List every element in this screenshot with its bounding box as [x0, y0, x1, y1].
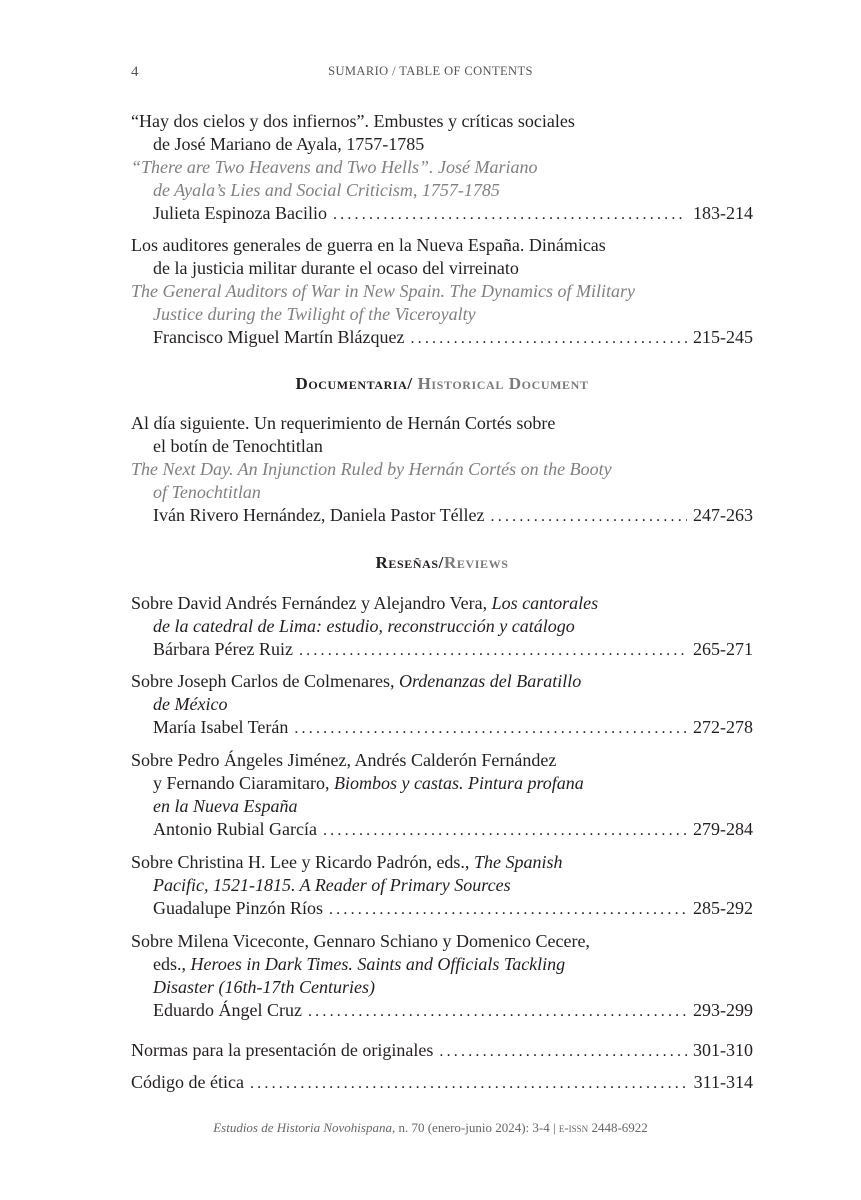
author-line [131, 638, 753, 662]
section-heading-es: Documentaria/ [295, 374, 413, 393]
issue-info: , n. 70 (enero-junio 2024): 3-4 | [391, 1120, 559, 1135]
book-title: Biombos y castas. Pintura profana [333, 773, 584, 793]
toc-entry-normas [131, 1039, 753, 1063]
dot-leader [329, 898, 687, 921]
title-en-line: The Next Day. An Injunction Ruled by Hernán Cortés on the Booty [131, 459, 612, 479]
author-line [131, 504, 753, 528]
section-heading-es: Reseñas/ [375, 553, 444, 572]
title-es-line: de la justicia militar durante el ocaso del virreinato [153, 258, 519, 278]
review-line [131, 592, 753, 615]
title-en-line: of Tenochtitlan [153, 482, 261, 502]
review-prefix: Sobre Christina H. Lee y Ricardo Padrón, eds., [131, 852, 474, 872]
section-heading-en: Reviews [444, 553, 509, 572]
book-title: de México [153, 694, 228, 714]
dot-leader [439, 1040, 687, 1063]
author-name: María Isabel Terán [153, 717, 289, 737]
toc-entry-review-3 [131, 749, 753, 842]
review-prefix: y Fernando Ciaramitaro, [153, 773, 334, 793]
book-title: de la catedral de Lima: estudio, reconstrucción y catálogo [153, 616, 575, 636]
title-en-line: “There are Two Heavens and Two Hells”. José Mariano [131, 157, 538, 177]
dot-leader [294, 717, 687, 740]
page-range: 247-263 [693, 505, 753, 525]
book-title: The Spanish [473, 852, 563, 872]
title-es-line: Los auditores generales de guerra en la Nueva España. Dinámicas [131, 235, 606, 255]
author-line [131, 818, 753, 842]
book-title: Los cantorales [491, 593, 599, 613]
author-name: Guadalupe Pinzón Ríos [153, 898, 323, 918]
page-number: 4 [131, 64, 139, 80]
author-line [131, 897, 753, 921]
author-name: Antonio Rubial García [153, 819, 317, 839]
book-title: Disaster (16th-17th Centuries) [153, 977, 375, 997]
review-line [131, 953, 753, 976]
toc-entry-document [131, 412, 753, 528]
section-heading-resenas [131, 553, 753, 573]
issn-label: e-issn [558, 1120, 589, 1135]
page-range: 285-292 [693, 898, 753, 918]
title-es-line: “Hay dos cielos y dos infiernos”. Embustes y críticas sociales [131, 111, 575, 131]
dot-leader [323, 819, 687, 842]
author-line [131, 999, 753, 1023]
dot-leader [410, 327, 687, 350]
journal-name: Estudios de Historia Novohispana [213, 1120, 392, 1135]
toc-entry-review-2 [131, 670, 753, 740]
page-range: 215-245 [693, 327, 753, 347]
page-range: 183-214 [693, 203, 753, 223]
author-line [131, 326, 753, 350]
review-line: Sobre Pedro Ángeles Jiménez, Andrés Calderón Fernández [131, 750, 557, 770]
review-prefix: Sobre David Andrés Fernández y Alejandro Vera, [131, 593, 492, 613]
review-prefix: eds., [153, 954, 191, 974]
extra-label: Normas para la presentación de originales [131, 1040, 434, 1060]
title-es-line: el botín de Tenochtitlan [153, 436, 323, 456]
author-name: Eduardo Ángel Cruz [153, 1000, 302, 1020]
page-range: 279-284 [693, 819, 753, 839]
toc-entry-article-2 [131, 234, 753, 350]
author-line [131, 202, 753, 226]
author-line [131, 716, 753, 740]
section-heading-documentaria [131, 374, 753, 394]
issn-number: 2448-6922 [588, 1120, 648, 1135]
page-footer [0, 1120, 861, 1136]
review-line: Sobre Milena Viceconte, Gennaro Schiano y Domenico Cecere, [131, 931, 590, 951]
title-en-line: Justice during the Twilight of the Viceroyalty [153, 304, 476, 324]
toc-entry-review-1 [131, 592, 753, 662]
page-range: 301-310 [693, 1040, 753, 1060]
book-title: Ordenanzas del Baratillo [398, 671, 582, 691]
title-en-line: de Ayala’s Lies and Social Criticism, 1757-1785 [153, 180, 500, 200]
toc-entry-codigo [131, 1071, 753, 1095]
review-prefix: Sobre Joseph Carlos de Colmenares, [131, 671, 399, 691]
title-en-line: The General Auditors of War in New Spain. The Dynamics of Military [131, 281, 635, 301]
page-range: 293-299 [693, 1000, 753, 1020]
toc-entry-review-4 [131, 851, 753, 921]
author-name: Iván Rivero Hernández, Daniela Pastor Téllez [153, 505, 485, 525]
extra-label: Código de ética [131, 1072, 244, 1092]
review-line [131, 670, 753, 693]
title-es-line: de José Mariano de Ayala, 1757-1785 [153, 134, 425, 154]
page-range: 265-271 [693, 639, 753, 659]
title-es-line: Al día siguiente. Un requerimiento de Hernán Cortés sobre [131, 413, 556, 433]
author-name: Julieta Espinoza Bacilio [153, 203, 327, 223]
toc-entry-article-1 [131, 110, 753, 226]
review-line [131, 851, 753, 874]
dot-leader [250, 1072, 688, 1095]
book-title: Heroes in Dark Times. Saints and Officials Tackling [190, 954, 566, 974]
book-title: Pacific, 1521-1815. A Reader of Primary Sources [153, 875, 511, 895]
dot-leader [491, 505, 687, 528]
extra-line [131, 1039, 753, 1063]
review-line [131, 772, 753, 795]
extra-line [131, 1071, 753, 1095]
dot-leader [333, 203, 687, 226]
book-title: en la Nueva España [153, 796, 298, 816]
author-name: Francisco Miguel Martín Blázquez [153, 327, 405, 347]
page-range: 311-314 [693, 1072, 753, 1092]
page-range: 272-278 [693, 717, 753, 737]
dot-leader [299, 639, 687, 662]
dot-leader [308, 1000, 687, 1023]
section-heading-en: Historical Document [412, 374, 589, 393]
author-name: Bárbara Pérez Ruiz [153, 639, 293, 659]
running-head: SUMARIO / TABLE OF CONTENTS [328, 64, 533, 78]
toc-entry-review-5 [131, 930, 753, 1023]
